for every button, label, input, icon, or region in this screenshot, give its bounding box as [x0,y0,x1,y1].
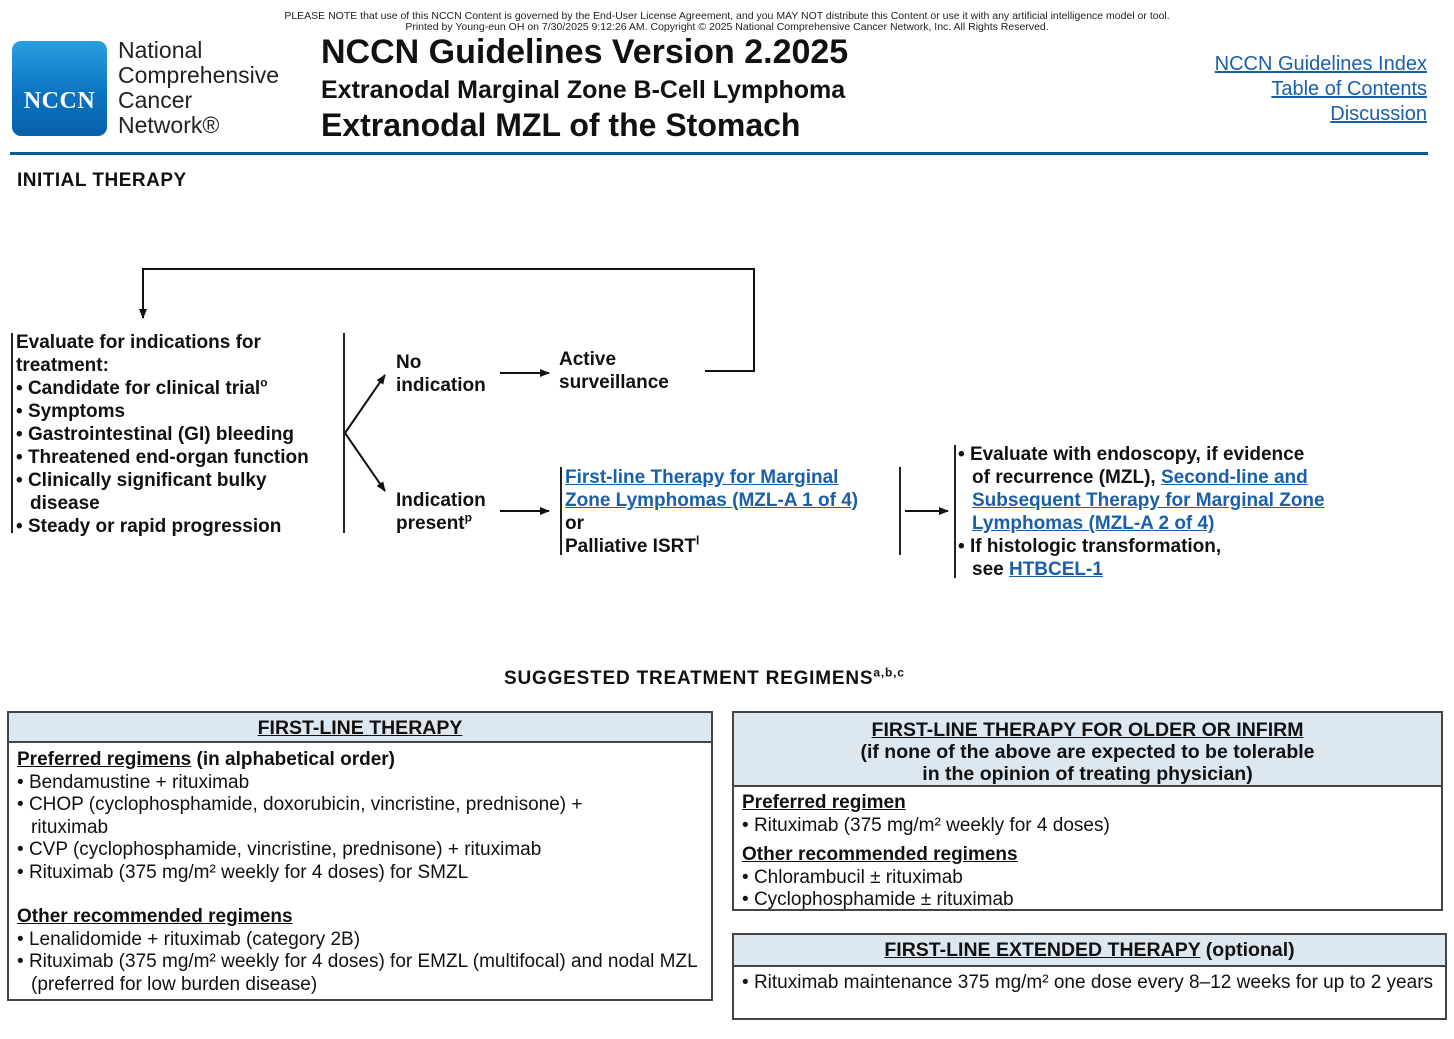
arrow-to-no-indication [345,375,385,433]
arrow-to-indication-present [345,433,385,491]
regimen-item: • Rituximab (375 mg/m² weekly for 4 doses) for EMZL (multifocal) and nodal MZL (preferred for low burden disease) [17,951,697,995]
regimen-item: • Rituximab maintenance 375 mg/m² one dose every 8–12 weeks for up to 2 years [742,972,1434,993]
older-infirm-box [732,711,1443,911]
first-line-therapy-body: Preferred regimens (in alphabetical order) • Bendamustine + rituximab • CHOP (cyclophosphamide, doxorubicin, vincristine, prednisone) + rituximab • CVP (cyclophosphamide, vincristine, prednisone) + rituximab • Rituximab (375 mg/m² weekly for 4 doses) for SMZL Other recommended regimens • Lenalidomide + rituximab (category 2B) • Rituximab (375 mg/m² weekly for 4 doses) for EMZL (multifocal) and nodal MZL (preferred for low burden disease) [9,743,711,996]
followup-node: • Evaluate with endoscopy, if evidence of recurrence (MZL), Second-line and Subsequent Therapy for Marginal Zone Lymphomas (MZL-A 2 of 4) • If histologic transformation, see HTBCEL-1 [958,443,1418,581]
license-notice-line2: Printed by Young-eun OH on 7/30/2025 9:12:26 AM. Copyright © 2025 National Comprehensive Cancer Network, Inc. All Rights Reserved. [405,21,1049,33]
evaluate-indications [16,331,346,538]
regimen-item: • CHOP (cyclophosphamide, doxorubicin, vincristine, prednisone) + rituximab [17,794,583,838]
palliative-isrt: Palliative ISRT$^l$ [565,533,700,557]
older-infirm-title-line3: in the opinion of treating physician) [922,763,1253,785]
indication-item: • Threatened end-organ function [16,447,309,468]
license-notice-line1: PLEASE NOTE that use of this NCCN Content is governed by the End-User License Agreement, and you MAY NOT distribute this Content or use it with any artificial intelligence model or tool. [284,10,1170,22]
extended-therapy-body [734,967,1445,995]
guidelines-subtitle: Extranodal Marginal Zone B-Cell Lymphoma [321,76,846,104]
second-line-therapy-link-cont[interactable]: Subsequent Therapy for Marginal Zone [972,490,1325,511]
followup-item-endoscopy: • Evaluate with endoscopy, if evidence [958,444,1305,465]
extended-therapy-title: FIRST-LINE EXTENDED THERAPY [884,939,1201,961]
other-regimens-label: Other recommended regimens [742,844,1018,865]
evaluate-heading-line1: Evaluate for indications for [16,332,261,353]
htbcel-link[interactable]: HTBCEL-1 [1008,559,1103,580]
regimen-item: • Rituximab (375 mg/m² weekly for 4 doses) for SMZL [17,861,469,883]
other-regimens-label: Other recommended regimens [17,906,293,927]
older-infirm-body [734,787,1441,912]
first-line-right-bar [899,467,901,555]
first-line-therapy-title: FIRST-LINE THERAPY [257,717,463,739]
regimen-item: • Rituximab (375 mg/m² weekly for 4 doses) [742,814,1110,836]
or-text: or [565,513,584,534]
first-line-therapy-link[interactable]: First-line Therapy for Marginal [565,467,839,488]
indication-present-node: Indication present$^p$ [396,490,486,534]
regimen-item: • CVP (cyclophosphamide, vincristine, prednisone) + rituximab [17,839,542,860]
first-line-left-bar [560,467,562,555]
indication-item: • Gastrointestinal (GI) bleeding [16,424,294,445]
followup-item-transformation: • If histologic transformation, [958,536,1222,557]
evaluate-heading-line2: treatment: [16,355,109,376]
org-line-4: Network® [118,112,220,138]
initial-therapy-heading: INITIAL THERAPY [17,170,187,191]
regimen-item: • Bendamustine + rituximab [17,771,250,793]
nccn-logo-mark: NCCN [23,88,96,114]
org-line-1: National [118,37,203,63]
second-line-therapy-link[interactable]: Second-line and [1160,467,1308,488]
page-title: Extranodal MZL of the Stomach [321,107,801,143]
evaluate-left-bar [11,333,13,533]
regimen-item: • Cyclophosphamide ± rituximab [742,889,1014,910]
extended-therapy-box: FIRST-LINE EXTENDED THERAPY (optional) • Rituximab maintenance 375 mg/m² one dose every 8–12 weeks for up to 2 years [732,933,1447,1020]
indication-item: • Clinically significant bulky disease [16,470,267,514]
older-infirm-title-line2: (if none of the above are expected to be tolerable [860,741,1315,763]
regimen-item: • Lenalidomide + rituximab (category 2B) [17,928,361,950]
active-surveillance-node: Active surveillance [559,349,669,393]
no-indication-node: No indication [396,352,486,396]
preferred-regimens-label: Preferred regimens [17,749,192,770]
guidelines-index-link[interactable]: NCCN Guidelines Index [1214,53,1427,75]
guidelines-version-title: NCCN Guidelines Version 2.2025 [321,33,849,71]
indication-item: • Steady or rapid progression [16,516,282,537]
org-line-2: Comprehensive [118,62,280,88]
regimen-item: • Chlorambucil ± rituximab [742,866,963,888]
indication-item: • Candidate for clinical trial$^o$ [16,375,268,399]
first-line-node [565,466,858,558]
followup-left-bar [954,445,956,578]
second-line-therapy-link-end[interactable]: Lymphomas (MZL-A 2 of 4) [972,513,1215,534]
discussion-link[interactable]: Discussion [1330,103,1427,125]
table-of-contents-link[interactable]: Table of Contents [1271,78,1427,100]
suggested-regimens-heading: SUGGESTED TREATMENT REGIMENS$^{a,b,c}$ [504,665,905,689]
indication-item: • Symptoms [16,401,126,422]
org-line-3: Cancer [118,87,193,113]
first-line-therapy-link-cont[interactable]: Zone Lymphomas (MZL-A 1 of 4) [565,490,859,511]
older-infirm-title: FIRST-LINE THERAPY FOR OLDER OR INFIRM [871,719,1304,741]
preferred-regimen-label: Preferred regimen [742,792,906,813]
first-line-therapy-box [7,711,713,1001]
